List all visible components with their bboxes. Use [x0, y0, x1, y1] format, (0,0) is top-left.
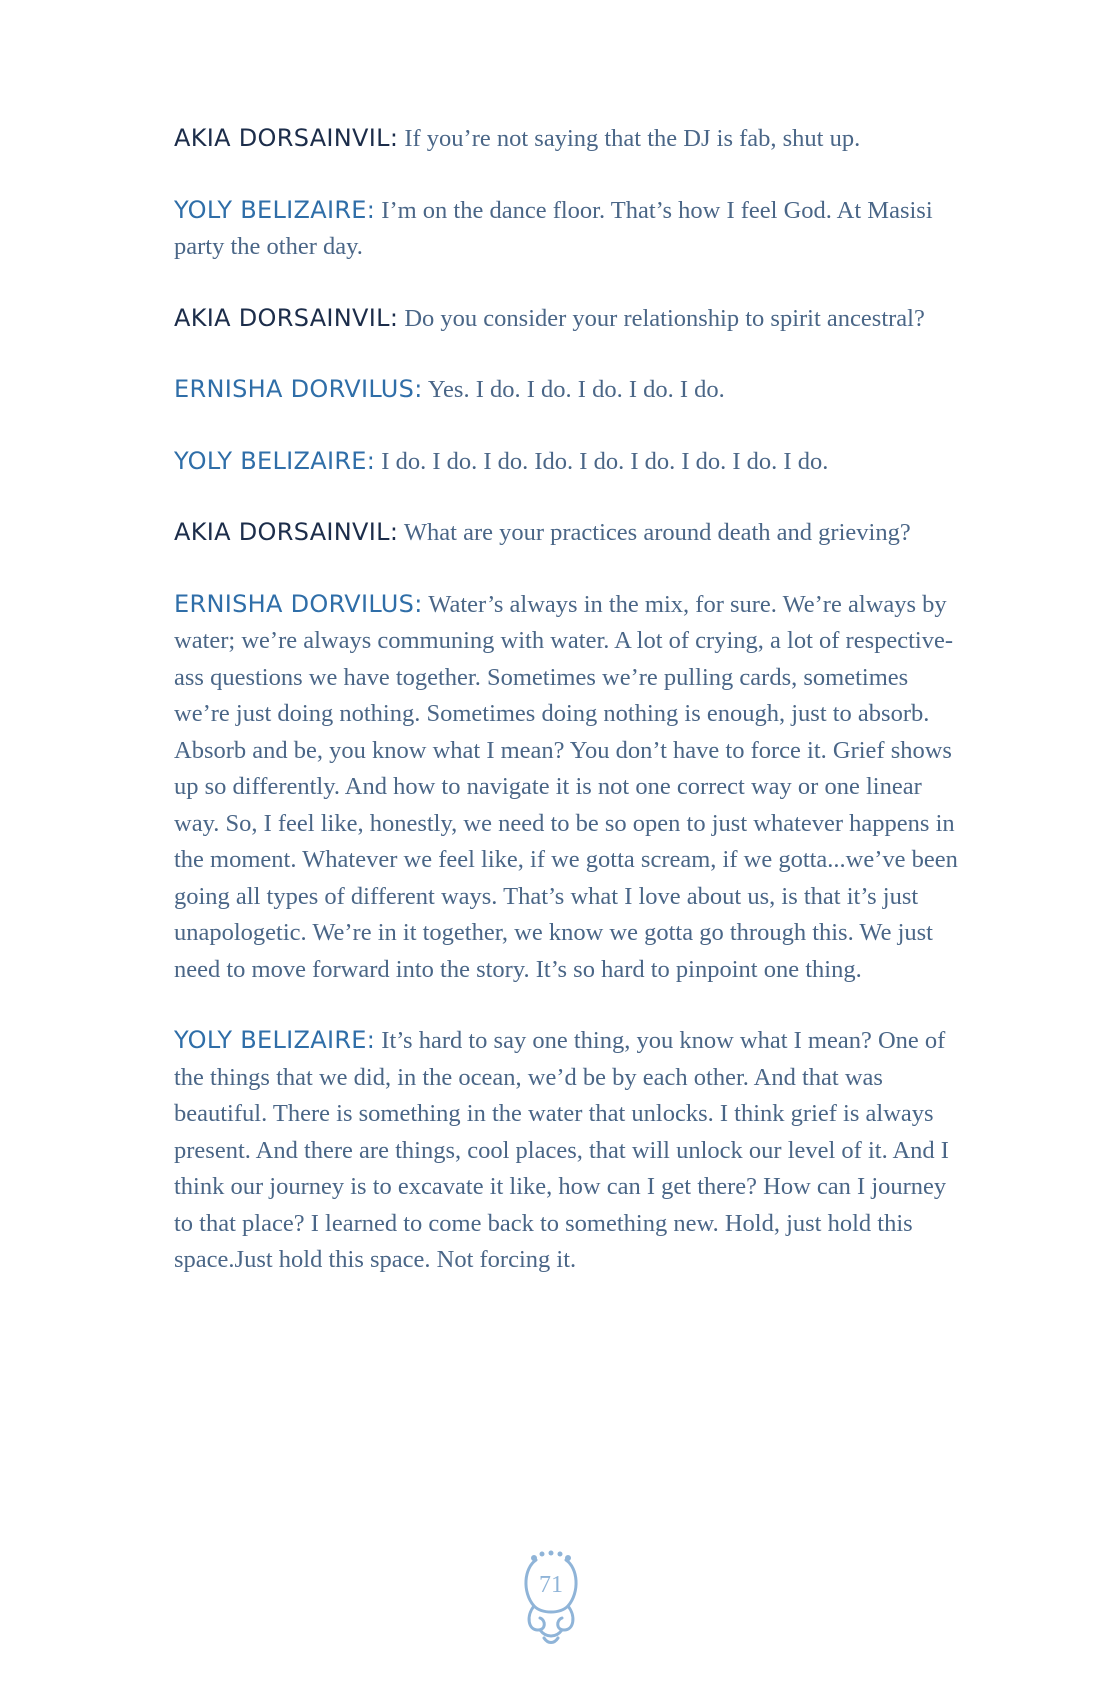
dialogue-entry	[174, 371, 964, 409]
speaker-name: YOLY BELIZAIRE:	[174, 195, 376, 224]
dialogue-text: I do. I do. I do. Ido. I do. I do. I do. I do. I do.	[381, 447, 829, 475]
speaker-name: YOLY BELIZAIRE:	[174, 446, 376, 475]
dialogue-entry	[174, 300, 964, 338]
speaker-name: AKIA DORSAINVIL:	[174, 518, 399, 546]
page-number-ornament	[516, 1550, 586, 1650]
dialogue-entry	[174, 120, 964, 158]
dialogue-text: Water’s always in the mix, for sure. We’re always by water; we’re always communing with water. A lot of crying, a lot of respective-ass questions we have together. Sometimes we’re pulling cards, sometimes we’re just doing nothing. Sometimes doing nothing is enough, just to absorb. Absorb and be, you know what I mean? You don’t have to force it. Grief shows up so differently. And how to navigate it is not one correct way or one linear way. So, I feel like, honestly, we need to be so open to just whatever happens in the moment. Whatever we feel like, if we gotta scream, if we gotta...we’ve been going all types of different ways. That’s what I love about us, is that it’s just unapologetic. We’re in it together, we know we gotta go through this. We just need to move forward into the story. It’s so hard to pinpoint one thing.	[174, 590, 958, 983]
transcript-page	[174, 120, 964, 1313]
dialogue-entry	[174, 192, 964, 266]
speaker-name: YOLY BELIZAIRE:	[174, 1026, 376, 1054]
speaker-name: ERNISHA DORVILUS:	[174, 589, 423, 618]
dialogue-entry	[174, 443, 964, 481]
dialogue-text: It’s hard to say one thing, you know what I mean? One of the things that we did, in the ocean, we’d be by each other. And that was beautiful. There is something in the water that unlocks. I think grief is always present. And there are things, cool places, that will unlock our level of it. And I think our journey is to excavate it like, how can I get there? How can I journey to that place? I learned to come back to something new. Hold, just hold this space.Just hold this space. Not forcing it.	[174, 1027, 949, 1273]
speaker-name: AKIA DORSAINVIL:	[174, 124, 399, 152]
scroll-ornament-icon	[516, 1550, 586, 1650]
speaker-name: AKIA DORSAINVIL:	[174, 303, 399, 332]
dialogue-text: Do you consider your relationship to spirit ancestral?	[404, 304, 925, 332]
page-number: 71	[539, 1572, 563, 1598]
speaker-name: ERNISHA DORVILUS:	[174, 375, 423, 403]
dialogue-text: What are your practices around death and grieving?	[403, 519, 911, 546]
dialogue-entry	[174, 514, 964, 552]
dialogue-text: If you’re not saying that the DJ is fab, shut up.	[404, 125, 861, 152]
dialogue-entry	[174, 1022, 964, 1279]
dialogue-text: Yes. I do. I do. I do. I do. I do.	[427, 376, 725, 403]
dialogue-entry	[174, 586, 964, 989]
dialogue-text: I’m on the dance floor. That’s how I feel God. At Masisi party the other day.	[174, 196, 933, 260]
